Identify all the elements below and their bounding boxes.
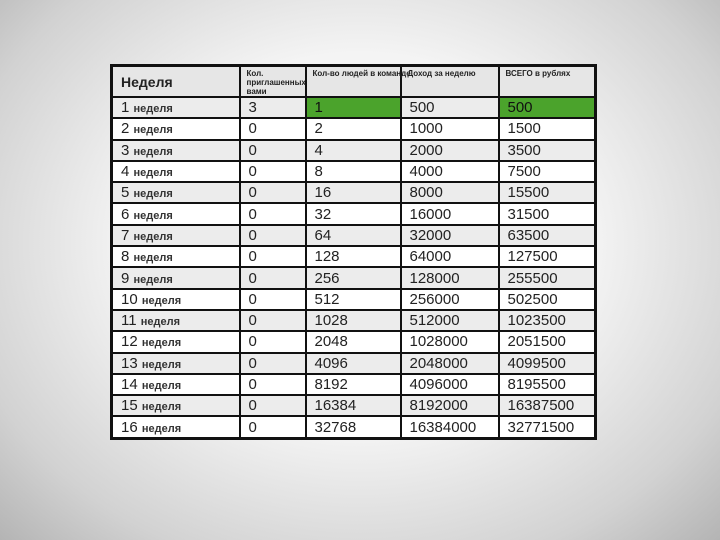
cell-week [112,310,240,331]
cell-invited: 0 [240,267,306,288]
week-unit: неделя [133,167,173,180]
cell-total: 31500 [499,203,596,224]
cell-income: 32000 [401,225,499,246]
week-unit: неделя [133,209,173,222]
cell-invited: 0 [240,310,306,331]
table-row [112,140,596,161]
cell-invited: 3 [240,97,306,118]
week-unit: неделя [141,422,182,435]
week-number: 13 [121,354,138,372]
table-row [112,416,596,438]
cell-invited: 0 [240,203,306,224]
week-number: 6 [121,205,130,223]
week-unit: неделя [133,273,173,286]
week-number: 11 [121,312,137,330]
table-row [112,97,596,118]
header-team: Кол-во людей в команде [306,66,401,98]
cell-income: 128000 [401,267,499,288]
week-unit: неделя [141,294,182,307]
cell-team: 4096 [306,353,401,374]
week-number: 12 [121,333,138,351]
cell-team-highlighted: 1 [306,97,401,118]
week-number: 7 [121,226,130,244]
cell-income: 256000 [401,289,499,310]
table-row [112,246,596,267]
cell-invited: 0 [240,246,306,267]
cell-invited: 0 [240,416,306,438]
cell-week [112,267,240,288]
cell-total: 2051500 [499,331,596,352]
week-number: 8 [121,248,130,266]
cell-total: 63500 [499,225,596,246]
cell-week [112,97,240,118]
table-header [112,66,596,98]
cell-week [112,374,240,395]
table-row [112,225,596,246]
weeks-table [110,64,597,440]
cell-total: 1023500 [499,310,596,331]
table-row [112,182,596,203]
table-row [112,203,596,224]
cell-income: 1000 [401,118,499,139]
cell-total: 32771500 [499,416,596,438]
cell-income: 16384000 [401,416,499,438]
cell-income: 2000 [401,140,499,161]
cell-income: 500 [401,97,499,118]
cell-week [112,182,240,203]
cell-week [112,395,240,416]
cell-week [112,118,240,139]
cell-invited: 0 [240,289,306,310]
week-number: 3 [121,141,130,159]
week-unit: неделя [140,316,181,329]
cell-week [112,353,240,374]
cell-income: 16000 [401,203,499,224]
cell-team: 512 [306,289,401,310]
cell-total: 255500 [499,267,596,288]
cell-week [112,246,240,267]
cell-team: 1028 [306,310,401,331]
week-number: 16 [121,418,138,436]
cell-invited: 0 [240,140,306,161]
week-number: 5 [121,184,130,202]
cell-total: 3500 [499,140,596,161]
cell-total: 8195500 [499,374,596,395]
week-number: 1 [121,99,130,117]
week-unit: неделя [133,145,173,158]
cell-income: 8000 [401,182,499,203]
cell-income: 1028000 [401,331,499,352]
table-row [112,289,596,310]
cell-week [112,140,240,161]
table-row [112,353,596,374]
cell-invited: 0 [240,225,306,246]
cell-team: 256 [306,267,401,288]
cell-income: 8192000 [401,395,499,416]
cell-team: 32768 [306,416,401,438]
week-number: 9 [121,269,130,287]
cell-team: 16 [306,182,401,203]
cell-income: 2048000 [401,353,499,374]
cell-total: 502500 [499,289,596,310]
cell-week [112,331,240,352]
cell-total: 7500 [499,161,596,182]
cell-week [112,203,240,224]
cell-total: 4099500 [499,353,596,374]
week-unit: неделя [133,124,173,137]
week-number: 15 [121,397,138,415]
table-row [112,267,596,288]
cell-income: 512000 [401,310,499,331]
week-number: 2 [121,120,130,138]
cell-invited: 0 [240,331,306,352]
cell-invited: 0 [240,395,306,416]
week-number: 4 [121,163,130,181]
cell-invited: 0 [240,374,306,395]
week-unit: неделя [133,252,173,265]
cell-team: 8192 [306,374,401,395]
week-unit: неделя [141,380,182,392]
week-number: 14 [121,376,138,393]
table-row [112,331,596,352]
cell-total: 16387500 [499,395,596,416]
cell-week [112,161,240,182]
table-row [112,374,596,395]
cell-income: 64000 [401,246,499,267]
cell-week [112,416,240,438]
week-number: 10 [121,290,138,308]
cell-total: 15500 [499,182,596,203]
header-total: ВСЕГО в рублях [499,66,596,98]
week-unit: неделя [141,358,182,371]
week-unit: неделя [133,188,173,201]
table-row [112,161,596,182]
header-week: Неделя [112,66,240,98]
cell-income: 4096000 [401,374,499,395]
header-row [112,66,596,98]
cell-invited: 0 [240,353,306,374]
cell-invited: 0 [240,161,306,182]
table-row [112,310,596,331]
header-income: Доход за неделю [401,66,499,98]
cell-team: 128 [306,246,401,267]
cell-total: 1500 [499,118,596,139]
cell-team: 8 [306,161,401,182]
cell-invited: 0 [240,118,306,139]
cell-week [112,289,240,310]
cell-team: 16384 [306,395,401,416]
cell-team: 64 [306,225,401,246]
header-invited: Кол. приглашенных вами [240,66,306,98]
cell-team: 2048 [306,331,401,352]
cell-team: 2 [306,118,401,139]
table-row [112,118,596,139]
cell-total: 127500 [499,246,596,267]
week-unit: неделя [133,103,173,116]
cell-invited: 0 [240,182,306,203]
cell-income: 4000 [401,161,499,182]
table-body [112,97,596,439]
table-row [112,395,596,416]
cell-total-highlighted: 500 [499,97,596,118]
cell-week [112,225,240,246]
week-unit: неделя [133,230,173,243]
cell-team: 4 [306,140,401,161]
week-unit: неделя [141,401,182,414]
week-unit: неделя [141,337,182,350]
cell-team: 32 [306,203,401,224]
